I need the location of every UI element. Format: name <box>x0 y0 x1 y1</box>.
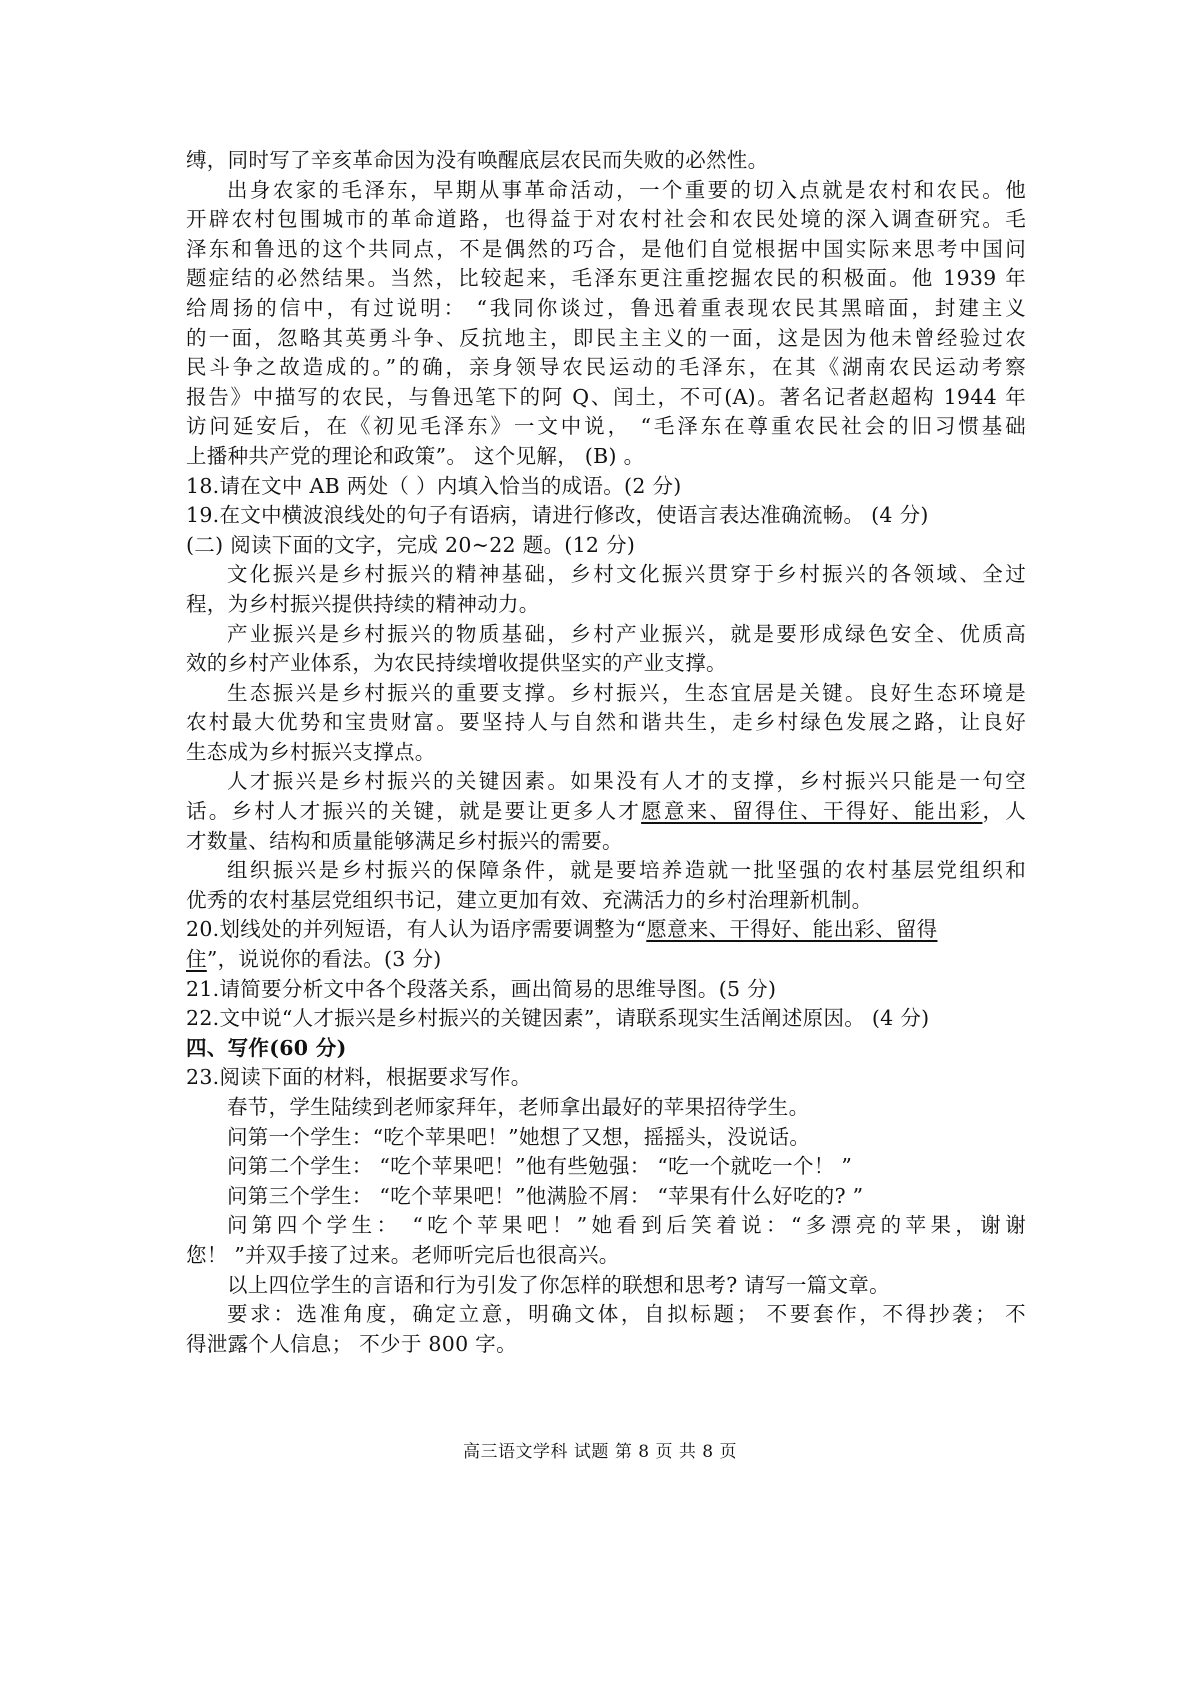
text-line: 产业振兴是乡村振兴的物质基础，乡村产业振兴，就是要形成绿色安全、优质高 <box>227 621 1026 646</box>
text-span: ”，说说你的看法。(3 分) <box>206 947 442 972</box>
section-2-heading: (二) 阅读下面的文字，完成 20~22 题。(12 分) <box>186 532 636 557</box>
question-18: 18.请在文中 AB 两处（ ）内填入恰当的成语。(2 分) <box>186 473 682 498</box>
page-footer: 高三语文学科 试题 第 8 页 共 8 页 <box>463 1442 737 1462</box>
text-line <box>186 797 1026 827</box>
question-21: 21.请简要分析文中各个段落关系，画出简易的思维导图。(5 分) <box>186 976 777 1001</box>
text-line: 开辟农村包围城市的革命道路，也得益于对农村社会和农民处境的深入调查研究。毛 <box>186 207 1026 232</box>
text-line: 优秀的农村基层党组织书记，建立更加有效、充满活力的乡村治理新机制。 <box>186 887 873 912</box>
passage-2 <box>186 560 1026 915</box>
text-line: 题症结的必然结果。当然，比较起来，毛泽东更注重挖掘农民的积极面。他 1939 年 <box>186 266 1026 291</box>
text-line: 问第三个学生： “吃个苹果吧！”他满脸不屑： “苹果有什么好吃的? ” <box>227 1183 864 1208</box>
text-line: 您！ ”并双手接了过来。老师听完后也很高兴。 <box>186 1242 620 1267</box>
text-line: 报告》中描写的农民，与鲁迅笔下的阿 Q、闰土，不可(A)。著名记者赵超构 1944 年 <box>186 384 1026 409</box>
text-line: 程，为乡村振兴提供持续的精神动力。 <box>186 591 540 616</box>
text-line: 民斗争之故造成的。”的确，亲身领导农民运动的毛泽东，在其《湖南农民运动考察 <box>186 355 1026 380</box>
text-line: 的一面，忽略其英勇斗争、反抗地主，即民主主义的一面，这是因为他未曾经验过农 <box>186 325 1026 350</box>
text-line: 23.阅读下面的材料，根据要求写作。 <box>186 1065 532 1090</box>
text-span: 话。乡村人才振兴的关键，就是要让更多人才 <box>186 799 642 824</box>
text-line: 问第一个学生：“吃个苹果吧！”她想了又想，摇摇头，没说话。 <box>227 1124 811 1149</box>
text-line: 问第四个学生： “吃个苹果吧！”她看到后笑着说：“多漂亮的苹果，谢谢 <box>227 1213 1026 1238</box>
text-line: 组织振兴是乡村振兴的保障条件，就是要培养造就一批坚强的农村基层党组织和 <box>227 858 1026 883</box>
text-line: 文化振兴是乡村振兴的精神基础，乡村文化振兴贯穿于乡村振兴的各领域、全过 <box>227 562 1026 587</box>
underlined-phrase: 愿意来、留得住、干得好、能出彩 <box>641 799 983 824</box>
passage-1 <box>186 146 1026 472</box>
text-line: 上播种共产党的理论和政策”。 这个见解， (B) 。 <box>186 443 645 468</box>
question-20-cont <box>186 945 1026 975</box>
underlined-phrase: 愿意来、干得好、能出彩、留得 <box>646 917 938 942</box>
section-4-heading: 四、写作(60 分) <box>186 1035 347 1060</box>
text-line: 得泄露个人信息； 不少于 800 字。 <box>186 1331 517 1356</box>
text-line: 效的乡村产业体系，为农民持续增收提供坚实的产业支撑。 <box>186 651 727 676</box>
question-20 <box>186 915 1026 945</box>
text-line: 问第二个学生： “吃个苹果吧！”他有些勉强： “吃一个就吃一个！ ” <box>227 1154 853 1179</box>
question-19: 19.在文中横波浪线处的句子有语病，请进行修改，使语言表达准确流畅。 (4 分) <box>186 503 929 528</box>
text-line: 要求：选准角度，确定立意，明确文体，自拟标题； 不要套作，不得抄袭； 不 <box>227 1302 1026 1327</box>
text-line: 农村最大优势和宝贵财富。要坚持人与自然和谐共生，走乡村绿色发展之路，让良好 <box>186 710 1026 735</box>
text-line: 缚，同时写了辛亥革命因为没有唤醒底层农民而失败的必然性。 <box>186 148 769 172</box>
underlined-phrase: 住 <box>186 947 207 972</box>
text-line: 人才振兴是乡村振兴的关键因素。如果没有人才的支撑，乡村振兴只能是一句空 <box>227 769 1026 794</box>
text-span: 20.划线处的并列短语，有人认为语序需要调整为“ <box>186 917 647 942</box>
question-23 <box>186 1063 1026 1359</box>
text-line: 出身农家的毛泽东，早期从事革命活动，一个重要的切入点就是农村和农民。他 <box>227 177 1026 202</box>
page-content <box>186 146 1026 1359</box>
text-line: 才数量、结构和质量能够满足乡村振兴的需要。 <box>186 828 623 853</box>
text-span: ，人 <box>982 799 1027 824</box>
text-line: 生态振兴是乡村振兴的重要支撑。乡村振兴，生态宜居是关键。良好生态环境是 <box>227 680 1026 705</box>
text-line: 访问延安后，在《初见毛泽东》一文中说， “毛泽东在尊重农民社会的旧习惯基础 <box>186 414 1026 439</box>
text-line: 生态成为乡村振兴支撑点。 <box>186 739 436 764</box>
text-line: 泽东和鲁迅的这个共同点，不是偶然的巧合，是他们自觉根据中国实际来思考中国问 <box>186 236 1026 261</box>
question-22: 22.文中说“人才振兴是乡村振兴的关键因素”，请联系现实生活阐述原因。 (4 分) <box>186 1006 930 1031</box>
text-line: 给周扬的信中，有过说明： “我同你谈过，鲁迅着重表现农民其黑暗面，封建主义 <box>186 295 1026 320</box>
text-line: 以上四位学生的言语和行为引发了你怎样的联想和思考? 请写一篇文章。 <box>227 1272 890 1297</box>
text-line: 春节，学生陆续到老师家拜年，老师拿出最好的苹果招待学生。 <box>227 1095 810 1119</box>
